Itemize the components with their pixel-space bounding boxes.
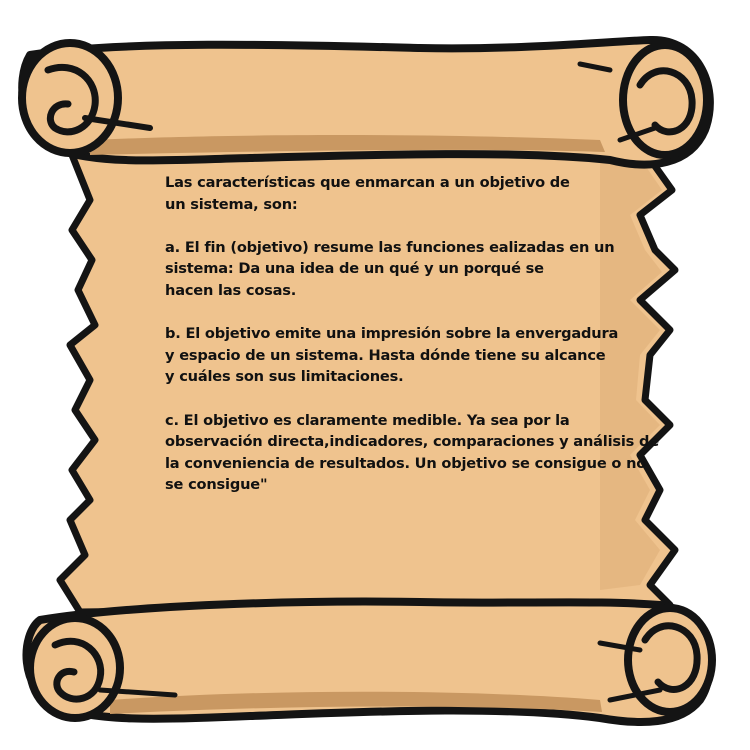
scroll-text — [165, 172, 665, 496]
paragraph-intro — [165, 172, 665, 215]
paragraph-b — [165, 323, 665, 388]
text-line: sistema: Da una idea de un qué y un porqué se — [165, 260, 544, 278]
text-line: la conveniencia de resultados. Un objetivo se consigue o no — [165, 454, 647, 472]
text-line: c. El objetivo es claramente medible. Ya sea por la — [165, 411, 570, 429]
top-left-curl — [22, 43, 118, 153]
text-line: y cuáles son sus limitaciones. — [165, 368, 404, 386]
text-line: y espacio de un sistema. Hasta dónde tiene su alcance — [165, 346, 606, 364]
text-line: un sistema, son: — [165, 195, 298, 213]
text-line: se consigue" — [165, 476, 268, 494]
text-line: Las características que enmarcan a un objetivo de — [165, 174, 570, 191]
paragraph-c — [165, 410, 665, 496]
text-line: a. El fin (objetivo) resume las funciones ealizadas en un — [165, 238, 615, 256]
text-line: observación directa,indicadores, comparaciones y análisis de — [165, 433, 659, 451]
text-line: b. El objetivo emite una impresión sobre la envergadura — [165, 325, 619, 343]
paragraph-a — [165, 237, 665, 302]
bottom-left-curl — [30, 618, 120, 718]
text-line: hacen las cosas. — [165, 281, 297, 299]
